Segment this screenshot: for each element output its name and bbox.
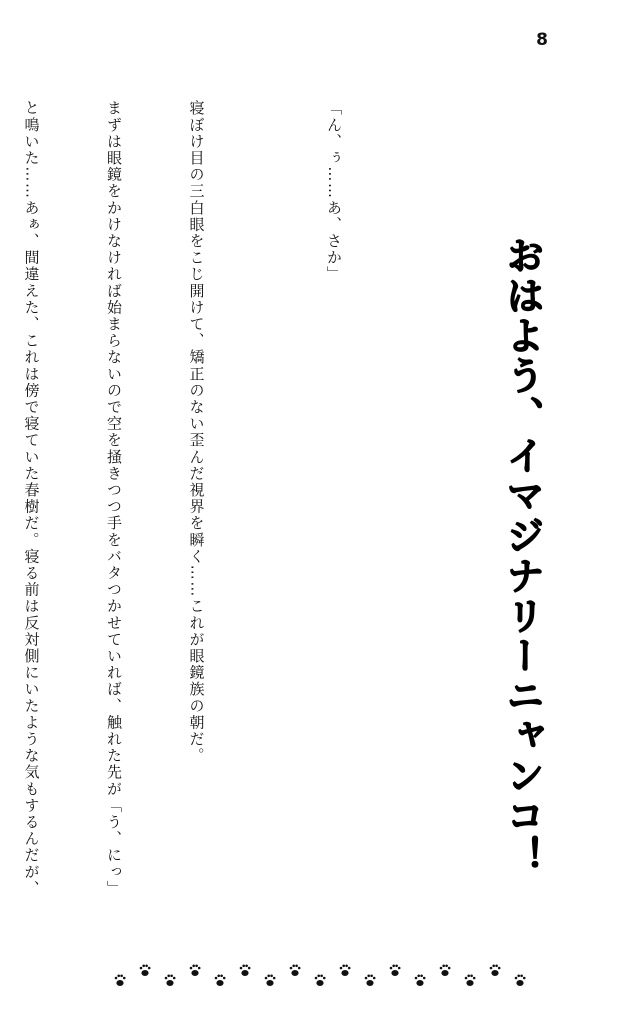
paw-icon [415, 975, 426, 987]
paw-icon [390, 965, 401, 977]
body-text [0, 100, 402, 897]
paw-icon [165, 975, 176, 987]
paw-icon [515, 975, 526, 987]
paw-icon [340, 965, 351, 977]
paw-print-trail [108, 958, 538, 998]
page-number: 8 [536, 30, 548, 50]
paw-icon [315, 975, 326, 987]
paw-icon [440, 965, 451, 977]
dialogue-line: 「ん、ぅ……あ、さか」 [325, 100, 343, 283]
paw-icon [465, 975, 476, 987]
paragraph-line: 寝ぼけ目の三白眼をこじ開けて、矯正のない歪んだ視界を瞬く……これが眼鏡族の朝だ。 [187, 100, 206, 764]
paragraph-line: と鳴いた……あぁ、間違えた、これは傍で寝ていた春樹だ。寝る前は反対側にいたような気もするんだが、 [22, 100, 41, 897]
chapter-title: おはよう、イマジナリーニャンコ！ [500, 236, 544, 876]
paw-icon [265, 975, 276, 987]
paw-icon [140, 965, 151, 977]
paw-icon [215, 975, 226, 987]
paragraph-line: まずは眼鏡をかけなければ始まらないので空を掻きつつ手をバタつかせていれば、触れた先が「う、にっ」 [105, 100, 123, 897]
paw-icon [115, 975, 126, 987]
paw-icon [240, 965, 251, 977]
paw-icon [490, 965, 501, 977]
paw-icon [290, 965, 301, 977]
paw-icon [190, 965, 201, 977]
paw-icon [365, 975, 376, 987]
